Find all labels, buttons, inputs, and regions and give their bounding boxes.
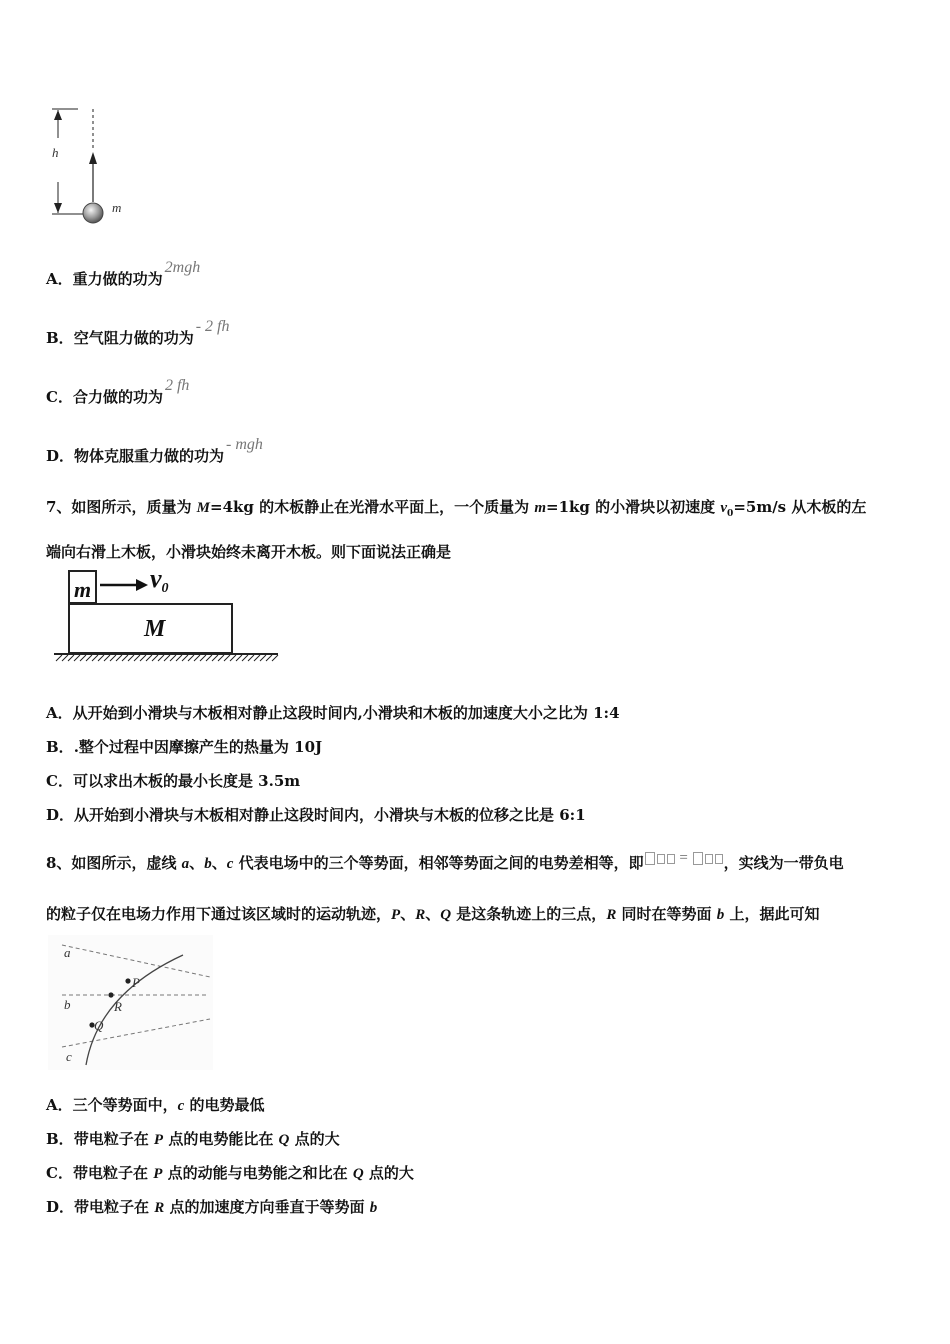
q6-option-c[interactable]: C．合力做的功为2 fh	[46, 377, 190, 406]
q6-option-a[interactable]: A．重力做的功为2mgh	[46, 259, 201, 288]
q8-option-a[interactable]: A．三个等势面中，c 的电势最低	[46, 1096, 265, 1114]
fig8-b-label: b	[64, 997, 71, 1012]
fig8-a-label: a	[64, 945, 71, 960]
q8-stem: 8、如图所示，虚线 a、b、c 代表电场中的三个等势面，相邻等势面之间的电势差相等，即 = ，实线为一带负电 的粒子仅在电场力作用下通过该区域时的运动轨迹，P、R、Q 是这条轨迹上的三点，R 同时在等势面 b 上，据此可知	[46, 850, 844, 923]
potential-difference-equation: =	[644, 850, 724, 866]
fig8-Q-label: Q	[94, 1018, 104, 1033]
fig7-M-label: M	[144, 616, 166, 642]
q6-option-b[interactable]: B．空气阻力做的功为- 2 fh	[46, 318, 230, 347]
q8-option-c[interactable]: C．带电粒子在 P 点的动能与电势能之和比在 Q 点的大	[46, 1164, 414, 1182]
figure-q7-block-board	[50, 562, 285, 667]
q7-option-d[interactable]: D．从开始到小滑块与木板相对静止这段时间内，小滑块与木板的位移之比是 6:1	[46, 806, 586, 824]
fig7-m-label: m	[74, 577, 92, 602]
q8-option-b[interactable]: B．带电粒子在 P 点的电势能比在 Q 点的大	[46, 1130, 340, 1148]
figure-q6-projectile	[40, 100, 150, 230]
q7-option-a[interactable]: A．从开始到小滑块与木板相对静止这段时间内,小滑块和木板的加速度大小之比为 1:4	[46, 704, 620, 722]
q7-stem: 7、如图所示，质量为 M=4kg 的木板静止在光滑水平面上，一个质量为 m=1kg 的小滑块以初速度 $v_0=5m/s$ 从木板的左 端向右滑上木板，小滑块始终未离开木板。则下面说法正确是	[46, 498, 867, 561]
fig8-c-label: c	[66, 1049, 72, 1064]
m-label: m	[112, 200, 122, 215]
figure-q8-equipotential	[48, 935, 213, 1070]
q7-option-c[interactable]: C．可以求出木板的最小长度是 3.5m	[46, 772, 301, 790]
h-label: h	[52, 145, 59, 160]
q8-option-d[interactable]: D．带电粒子在 R 点的加速度方向垂直于等势面 b	[46, 1198, 378, 1216]
q6-option-d[interactable]: D．物体克服重力做的功为- mgh	[46, 436, 263, 465]
fig8-R-label: R	[114, 999, 122, 1014]
fig8-P-label: P	[132, 975, 140, 990]
q7-option-b[interactable]: B．.整个过程中因摩擦产生的热量为 10J	[46, 738, 323, 756]
fig7-v-label: v0	[150, 564, 169, 596]
